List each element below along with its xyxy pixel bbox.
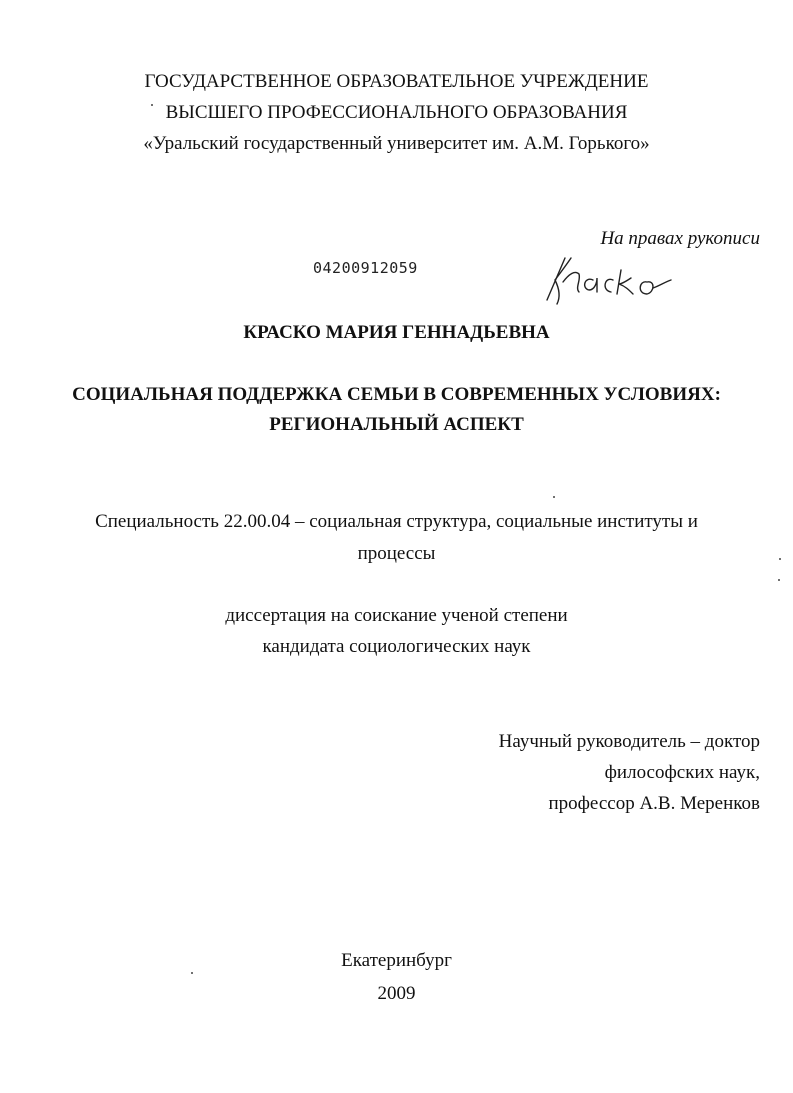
supervisor-line-1: Научный руководитель – доктор: [498, 731, 760, 752]
title-line-1: СОЦИАЛЬНАЯ ПОДДЕРЖКА СЕМЬИ В СОВРЕМЕННЫХ УСЛОВИЯХ:: [72, 384, 721, 405]
signature-image: [535, 252, 685, 312]
scan-speck: [191, 972, 193, 974]
author-name: КРАСКО МАРИЯ ГЕННАДЬЕВНА: [243, 322, 550, 343]
specialty-line-1: Специальность 22.00.04 – социальная структура, социальные институты и: [95, 511, 698, 532]
scan-speck: [779, 558, 781, 560]
catalog-number: 04200912059: [313, 259, 418, 277]
header-line-1: ГОСУДАРСТВЕННОЕ ОБРАЗОВАТЕЛЬНОЕ УЧРЕЖДЕНИЕ: [144, 71, 649, 92]
year: 2009: [377, 983, 416, 1004]
supervisor-line-2: философских наук,: [604, 762, 760, 783]
header-line-2: ВЫСШЕГО ПРОФЕССИОНАЛЬНОГО ОБРАЗОВАНИЯ: [165, 102, 628, 123]
degree-line-1: диссертация на соискание ученой степени: [225, 605, 568, 626]
scan-speck: [151, 104, 153, 106]
scan-speck: [553, 496, 555, 498]
scan-speck: [778, 579, 780, 581]
degree-line-2: кандидата социологических наук: [262, 636, 531, 657]
supervisor-line-3: профессор А.В. Меренков: [548, 793, 760, 814]
specialty-line-2: процессы: [357, 543, 436, 564]
title-line-2: РЕГИОНАЛЬНЫЙ АСПЕКТ: [269, 414, 524, 435]
city: Екатеринбург: [341, 950, 452, 971]
header-line-3: «Уральский государственный университет им. А.М. Горького»: [143, 133, 650, 154]
manuscript-note: На правах рукописи: [600, 228, 760, 249]
